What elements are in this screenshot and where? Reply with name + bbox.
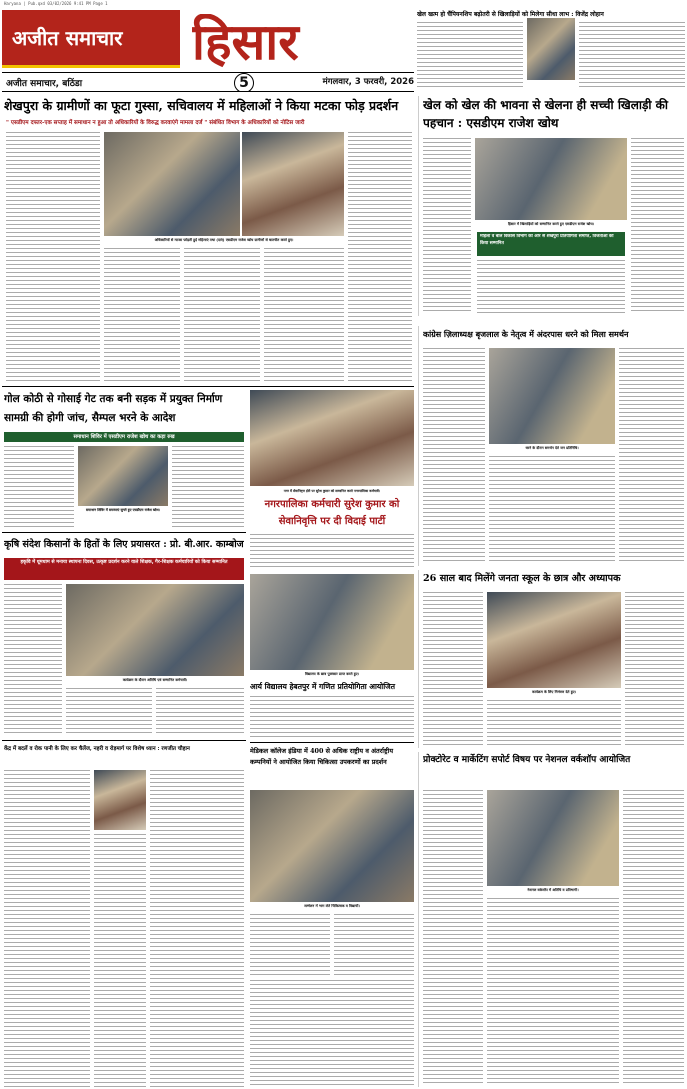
divider-3: [250, 742, 414, 743]
canal-portrait: [94, 770, 146, 830]
sports-text-col1: [423, 138, 471, 314]
congress-text-col1: [423, 348, 485, 564]
medical-text-col1: [250, 914, 330, 976]
top-right-text-right: [579, 22, 685, 90]
divider-1: [2, 386, 414, 387]
sports-headline: खेल को खेल की भावना से खेलना ही सच्ची खिलाड़ी की पहचान : एसडीएम राजेश खोथ: [423, 98, 669, 130]
gol-kothi-text-col1: [4, 446, 74, 530]
workshop-text-col3: [623, 790, 684, 1085]
medical-headline: मेडिकल कॉलेज इंडिया में 400 से अधिक राष्ट्रीय व अंतर्राष्ट्रीय कम्पनियों ने आयोजित किया चिकित्सा उपकरणों का प्रदर्शन: [250, 747, 394, 766]
lead-text-col2: [104, 248, 180, 382]
reunion-story: [418, 570, 685, 748]
page-number: 5: [234, 73, 254, 92]
retirement-headline: नगरपालिका कर्मचारी सुरेश कुमार को सेवानिवृत्ति पर दी विदाई पार्टी: [264, 499, 400, 527]
gol-kothi-photo-caption: समाधान शिविर में समस्याएं सुनते हुए एसडीएम राजेश खोथ।: [86, 508, 160, 512]
masthead: [2, 10, 685, 92]
sports-box-text: महिला व बाल विकास विभाग की ओर से शेखपुरा प्रतियोगिता समाप्त, विजेताओं को किया सम्मानित: [480, 234, 614, 246]
date-line: मंगलवार, 3 फरवरी, 2026: [322, 77, 414, 87]
divider-4: [2, 740, 246, 741]
lead-text-col4: [264, 248, 344, 382]
gol-kothi-subhead: समाधान शिविर में एसडीएम राजेश खोथ का कड़ा रुख: [4, 432, 244, 442]
workshop-headline: प्रोक्टोरेट व मार्केटिंग सपोर्ट विषय पर नेशनल वर्कशॉप आयोजित: [423, 755, 631, 765]
congress-text-col2: [489, 456, 615, 564]
canal-headline: केंद्र में बदलें व रोक पानी के लिए कर चैलेंज, नहरी व रोड़मार्ग पर विशेष ध्यान : रणजीत चौहान: [4, 746, 190, 752]
agri-photo-caption: कार्यक्रम के दौरान अतिथि एवं सम्मानित कर्मचारी।: [122, 678, 188, 682]
brand-box: [2, 10, 180, 68]
agri-text-col3: [156, 688, 244, 736]
retirement-photo-caption: नगर में सेवानिवृत्त होने पर सुरेश कुमार को सम्मानित करते नगरपालिका कर्मचारी।: [283, 489, 381, 493]
congress-photo-caption: धरने के दौरान समर्थन देते जन प्रतिनिधि।: [525, 446, 579, 450]
congress-photo: [489, 348, 615, 444]
reunion-text-col2: [487, 700, 621, 746]
reunion-photo-caption: कार्यक्रम के लिए निमंत्रण देते हुए।: [532, 690, 576, 694]
agri-headline: कृषि संदेश किसानों के हितों के लिए प्रयासरत : प्रो. बी.आर. काम्बोज: [4, 539, 244, 550]
lead-story: [2, 96, 414, 384]
canal-text-col3: [150, 770, 244, 1087]
lead-photo-caption: अधिकारियों से मटका फोड़ती हुई महिलाएं तथा (दाएं) एसडीएम राजेश खोथ ग्रामीणों से बातचीत करते हुए।: [154, 238, 294, 242]
congress-text-col3: [619, 348, 684, 564]
gol-kothi-headline: गोल कोठी से गोसाई गेट तक बनी सड़क में प्रयुक्त निर्माण सामग्री की होगी जांच, सैम्पल भरने के आदेश: [4, 393, 223, 424]
top-right-headline: खेल खत्म हो चैंपियनशिप बढ़ोतरी से खिलाड़ियों को मिलेगा सीधा लाभ : विजेंद्र लोहान: [417, 11, 604, 18]
reunion-headline: 26 साल बाद मिलेंगे जनता स्कूल के छात्र और अध्यापक: [423, 573, 621, 584]
retirement-photo: [250, 390, 414, 486]
brand-name: अजीत समाचार: [12, 26, 123, 50]
sports-photo-caption: हिसार में खिलाड़ियों को सम्मानित करते हुए एसडीएम राजेश खोथ।: [507, 222, 595, 226]
workshop-photo: [487, 790, 619, 886]
masthead-bar: [2, 72, 414, 92]
sports-text-col3: [631, 138, 684, 314]
sports-highlight-box: [477, 232, 625, 256]
agri-text-col1: [4, 584, 62, 736]
top-right-box: [417, 10, 685, 92]
workshop-text-col1: [423, 790, 483, 1085]
sports-text-col2: [477, 260, 625, 314]
reunion-text-col3: [625, 592, 684, 746]
agri-text-col2: [66, 688, 152, 736]
bottom-center-text: [250, 980, 414, 1085]
lead-text-col3: [184, 248, 260, 382]
print-metadata-strip: Haryana | Pub.qxd 03/02/2026 9:41 PM Page 1: [4, 1, 108, 6]
portrait-photo: [527, 18, 575, 80]
medical-text-col2: [334, 914, 414, 976]
canal-text-col1: [4, 770, 90, 1087]
reunion-photo: [487, 592, 621, 688]
medical-story: [250, 746, 414, 976]
agri-subhead: हकृवि में धूमधाम से मनाया स्थापना दिवस, उत्कृष्ट प्रदर्शन करने वाले शिक्षक, गैर-शिक्षक कर्मचारियों को किया सम्मानित: [4, 558, 244, 580]
sports-photo: [475, 138, 627, 220]
agri-photo: [66, 584, 244, 676]
congress-story: [418, 326, 685, 566]
lead-text-col1: [6, 132, 100, 382]
lead-headline: शेखपुरा के ग्रामीणों का फूटा गुस्सा, सचिवालय में महिलाओं ने किया मटका फोड़ प्रदर्शन: [4, 98, 399, 113]
medical-photo: [250, 790, 414, 902]
canal-text-col2: [94, 834, 146, 1087]
school-headline: आर्य विद्यालय हेबतपुर में गणित प्रतियोगिता आयोजित: [250, 682, 396, 691]
school-text: [250, 696, 414, 738]
top-right-text-left: [417, 22, 523, 90]
retirement-text: [250, 534, 414, 570]
edition-title: हिसार: [192, 14, 299, 71]
sports-story: [418, 96, 685, 316]
canal-story: [2, 744, 246, 1087]
workshop-story: [418, 752, 685, 1087]
school-photo: [250, 574, 414, 670]
gol-kothi-story: [2, 390, 246, 530]
gol-kothi-text-col2: [172, 446, 244, 530]
medical-photo-caption: सम्मेलन में भाग लेते चिकित्सक व विद्यार्थी।: [304, 904, 360, 908]
lead-text-col5: [348, 132, 412, 382]
school-photo-caption: विद्यालय के छात्र पुरस्कार प्राप्त करते हुए।: [304, 672, 360, 676]
retirement-story: [250, 390, 414, 570]
gol-kothi-photo: [78, 446, 168, 506]
school-story: [250, 574, 414, 738]
lead-photo-right: [242, 132, 344, 236]
workshop-text-col2: [487, 898, 619, 1085]
reunion-text-col1: [423, 592, 483, 746]
workshop-photo-caption: नेशनल वर्कशॉप में अतिथि व प्रतिभागी।: [527, 888, 579, 892]
divider-2: [2, 532, 246, 533]
agri-story: [2, 536, 246, 736]
publisher-line: अजीत समाचार, बठिंडा: [6, 79, 83, 89]
congress-headline: कांग्रेस ज़िलाध्यक्ष बृजलाल के नेतृत्व में अंदरपास धरने को मिला समर्थन: [423, 329, 629, 339]
lead-subhead: " एसडीएम दफ्तर-एक सप्ताह में समाधान न हुआ तो अधिकारियों के विरुद्ध करवाएंगे मामला दर्ज " संबंधित विभाग के अधिकारियों को नोटिस जारी: [6, 120, 305, 126]
lead-photo-left: [104, 132, 240, 236]
